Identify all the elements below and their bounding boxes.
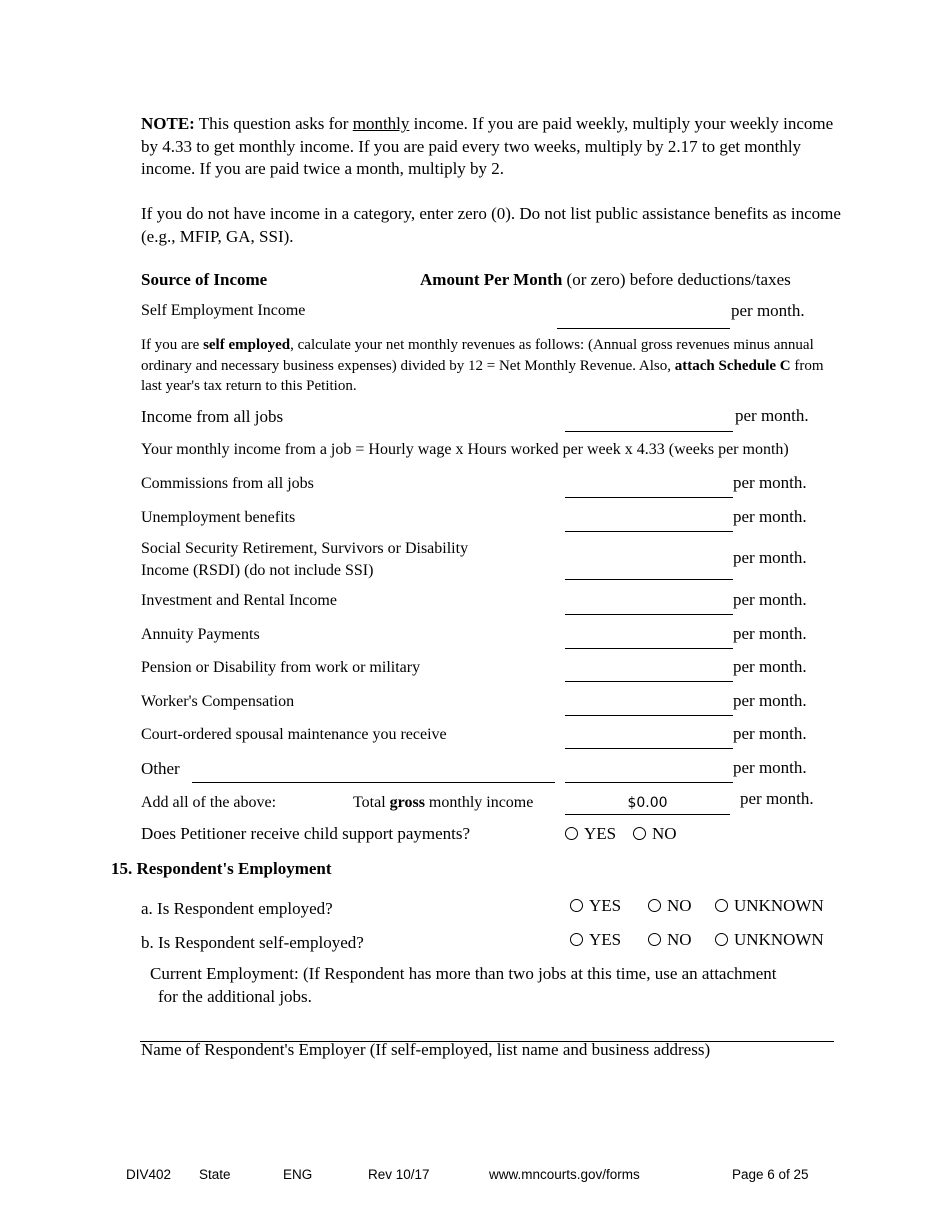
self-employed-unknown-radio[interactable]: UNKNOWN bbox=[715, 930, 824, 950]
employed-no-radio[interactable]: NO bbox=[648, 896, 692, 916]
source-of-income-header: Source of Income bbox=[141, 270, 268, 289]
income-row-label: Commissions from all jobs bbox=[141, 475, 314, 492]
annuity-amount-field[interactable] bbox=[565, 628, 733, 649]
radio-circle-icon bbox=[570, 899, 583, 912]
footer-state: State bbox=[199, 1167, 231, 1182]
income-row-label: Investment and Rental Income bbox=[141, 592, 337, 609]
unemployment-amount-field[interactable] bbox=[565, 511, 733, 532]
zero-instruction: If you do not have income in a category, enter zero (0). Do not list public assistance benefits as income (e.g., MFIP, GA, SSI). bbox=[141, 204, 841, 246]
current-employment-instructions: Current Employment: (If Respondent has more than two jobs at this time, use an attachment for the additional jobs. bbox=[150, 964, 777, 1006]
radio-circle-icon bbox=[715, 933, 728, 946]
radio-circle-icon bbox=[565, 827, 578, 840]
per-month-label: per month. bbox=[733, 473, 807, 492]
income-row-label: Court-ordered spousal maintenance you receive bbox=[141, 726, 447, 743]
income-row-label: Unemployment benefits bbox=[141, 509, 296, 526]
rsdi-amount-field[interactable] bbox=[565, 559, 733, 580]
footer-revision: Rev 10/17 bbox=[368, 1167, 430, 1182]
footer-url: www.mncourts.gov/forms bbox=[489, 1167, 640, 1182]
per-month-label: per month. bbox=[733, 590, 807, 609]
income-row-label: Pension or Disability from work or military bbox=[141, 659, 421, 676]
child-support-yes-radio[interactable]: YES bbox=[565, 824, 616, 844]
monthly-income-note bbox=[141, 113, 841, 181]
income-row-label: Income (RSDI) (do not include SSI) bbox=[141, 562, 374, 579]
income-row-label: Social Security Retirement, Survivors or Disability bbox=[141, 540, 469, 557]
employed-unknown-radio[interactable]: UNKNOWN bbox=[715, 896, 824, 916]
self-employment-label: Self Employment Income bbox=[141, 302, 306, 319]
radio-circle-icon bbox=[633, 827, 646, 840]
footer-language: ENG bbox=[283, 1167, 313, 1182]
spousal-maintenance-amount-field[interactable] bbox=[565, 728, 733, 749]
amount-per-month-header: Amount Per Month (or zero) before deductions/taxes bbox=[420, 270, 791, 289]
per-month-label: per month. bbox=[733, 548, 807, 567]
jobs-income-amount-field[interactable] bbox=[565, 411, 733, 432]
per-month-label: per month. bbox=[733, 724, 807, 743]
employer-name-field[interactable] bbox=[140, 1021, 834, 1042]
income-row-label: Worker's Compensation bbox=[141, 693, 295, 710]
respondent-employed-question: a. Is Respondent employed? bbox=[141, 899, 333, 918]
note-text-after: income. If you are paid weekly, multiply your weekly income by 4.33 to get monthly income. If you are paid every two weeks, multiply by 2.17 to get monthly income. If you are paid twice a month, multiply by 2. bbox=[141, 114, 834, 178]
income-row-label: Other bbox=[141, 759, 180, 778]
per-month-label: per month. bbox=[731, 301, 805, 320]
section-15-title: 15. Respondent's Employment bbox=[111, 859, 332, 878]
child-support-question: Does Petitioner receive child support payments? bbox=[141, 824, 471, 843]
radio-circle-icon bbox=[715, 899, 728, 912]
footer-form-code: DIV402 bbox=[126, 1167, 172, 1182]
per-month-label: per month. bbox=[733, 507, 807, 526]
income-row-label: Annuity Payments bbox=[141, 626, 260, 643]
total-gross-label: Total gross monthly income bbox=[353, 794, 534, 811]
child-support-no-radio[interactable]: NO bbox=[633, 824, 677, 844]
note-underlined-monthly: monthly bbox=[352, 114, 410, 133]
note-label: NOTE: bbox=[141, 114, 195, 133]
per-month-label: per month. bbox=[735, 406, 809, 425]
per-month-label: per month. bbox=[740, 789, 814, 808]
add-all-label: Add all of the above: bbox=[141, 794, 277, 811]
per-month-label: per month. bbox=[733, 657, 807, 676]
employed-yes-radio[interactable]: YES bbox=[570, 896, 621, 916]
per-month-label: per month. bbox=[733, 758, 807, 777]
pension-amount-field[interactable] bbox=[565, 661, 733, 682]
per-month-label: per month. bbox=[733, 691, 807, 710]
other-amount-field[interactable] bbox=[565, 762, 733, 783]
footer-page-number: Page 6 of 25 bbox=[732, 1167, 809, 1182]
commissions-amount-field[interactable] bbox=[565, 477, 733, 498]
job-income-formula: Your monthly income from a job = Hourly wage x Hours worked per week x 4.33 (weeks per month) bbox=[141, 441, 789, 458]
workers-comp-amount-field[interactable] bbox=[565, 695, 733, 716]
radio-circle-icon bbox=[570, 933, 583, 946]
investment-amount-field[interactable] bbox=[565, 594, 733, 615]
self-employed-no-radio[interactable]: NO bbox=[648, 930, 692, 950]
other-description-field[interactable] bbox=[192, 762, 555, 783]
self-employed-yes-radio[interactable]: YES bbox=[570, 930, 621, 950]
radio-circle-icon bbox=[648, 899, 661, 912]
self-employment-instructions: If you are self employed, calculate your net monthly revenues as follows: (Annual gross revenues minus annual ordinary and necessary business expenses) divided by 12 = Net Monthly Revenue. Also, attach Schedule C from last year's tax return to this Petition. bbox=[141, 337, 824, 394]
total-gross-income-field[interactable]: $0.00 bbox=[565, 794, 730, 815]
radio-circle-icon bbox=[648, 933, 661, 946]
note-text-before: This question asks for bbox=[194, 114, 353, 133]
employer-name-label: Name of Respondent's Employer (If self-employed, list name and business address) bbox=[141, 1040, 711, 1059]
per-month-label: per month. bbox=[733, 624, 807, 643]
jobs-income-label: Income from all jobs bbox=[141, 407, 284, 426]
self-employment-amount-field[interactable] bbox=[557, 308, 730, 329]
respondent-self-employed-question: b. Is Respondent self-employed? bbox=[141, 933, 364, 952]
